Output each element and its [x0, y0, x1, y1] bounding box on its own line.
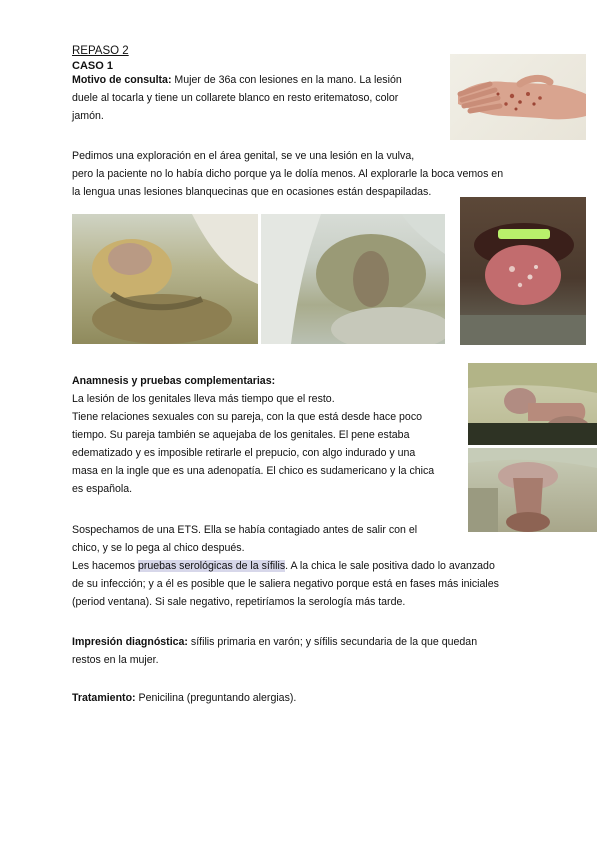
vulvar-lesion-photo-1	[72, 214, 258, 344]
tratamiento-label: Tratamiento:	[72, 692, 136, 704]
sospecha-line-1: Sospechamos de una ETS. Ella se había contagiado antes de salir con el	[72, 524, 418, 536]
page-title: REPASO 2	[72, 45, 129, 57]
sospecha-line-5: (period ventana). Si sale negativo, repetiríamos la serología más tarde.	[72, 596, 406, 608]
consulta-line-2: duele al tocarla y tiene un collarete blanco en resto eritematoso, color	[72, 92, 399, 104]
anamnesis-line-1: La lesión de los genitales lleva más tiempo que el resto.	[72, 393, 335, 405]
vulvar-lesion-photo-2	[261, 214, 445, 344]
sospecha-line-2: chico, y se lo pega al chico después.	[72, 542, 245, 554]
anamnesis-line-2: Tiene relaciones sexuales con su pareja, con la que está desde hace poco	[72, 411, 423, 423]
highlighted-text: pruebas serológicas de la sífilis	[137, 560, 286, 572]
exploracion-line-3: la lengua unas lesiones blanquecinas que en ocasiones están despapiladas.	[72, 186, 432, 198]
hand-lesion-photo	[450, 54, 586, 140]
anamnesis-line-6: es española.	[72, 483, 133, 495]
sospecha-line-4: de su infección; y a él es posible que le saliera negativo porque está en fases más iniciales	[72, 578, 499, 590]
consulta-line-1	[72, 71, 442, 89]
impresion-line-2: restos en la mujer.	[72, 654, 159, 666]
impresion-line-1: Impresión diagnóstica: sífilis primaria en varón; y sífilis secundaria de la que quedan	[72, 636, 478, 648]
anamnesis-line-5: masa en la ingle que es una adenopatía. El chico es sudamericano y la chica	[72, 465, 435, 477]
consulta-line-3: jamón.	[72, 110, 104, 122]
anamnesis-heading: Anamnesis y pruebas complementarias:	[72, 375, 276, 387]
case-label: CASO 1	[72, 60, 113, 72]
anamnesis-line-3: tiempo. Su pareja también se aquejaba de los genitales. El pene estaba	[72, 429, 410, 441]
consulta-label: Motivo de consulta:	[72, 74, 172, 86]
penile-lesion-photo-2	[468, 448, 597, 532]
sospecha-line-3: Les hacemos pruebas serológicas de la sífilis. A la chica le sale positiva dado lo avanzado	[72, 560, 495, 572]
anamnesis-line-4: edematizado y es imposible retirarle el prepucio, con algo indurado y una	[72, 447, 416, 459]
impresion-label: Impresión diagnóstica:	[72, 636, 188, 648]
penile-lesion-photo-1	[468, 363, 597, 445]
tratamiento-line: Tratamiento: Penicilina (preguntando alergias).	[72, 692, 297, 704]
oral-lesion-photo	[460, 197, 586, 345]
exploracion-line-1: Pedimos una exploración en el área genital, se ve una lesión en la vulva,	[72, 150, 415, 162]
consulta-text-1: Mujer de 36a con lesiones en la mano. La lesión	[171, 74, 402, 86]
exploracion-line-2: pero la paciente no lo había dicho porque ya le dolía menos. Al explorarle la boca vemos en	[72, 168, 504, 180]
